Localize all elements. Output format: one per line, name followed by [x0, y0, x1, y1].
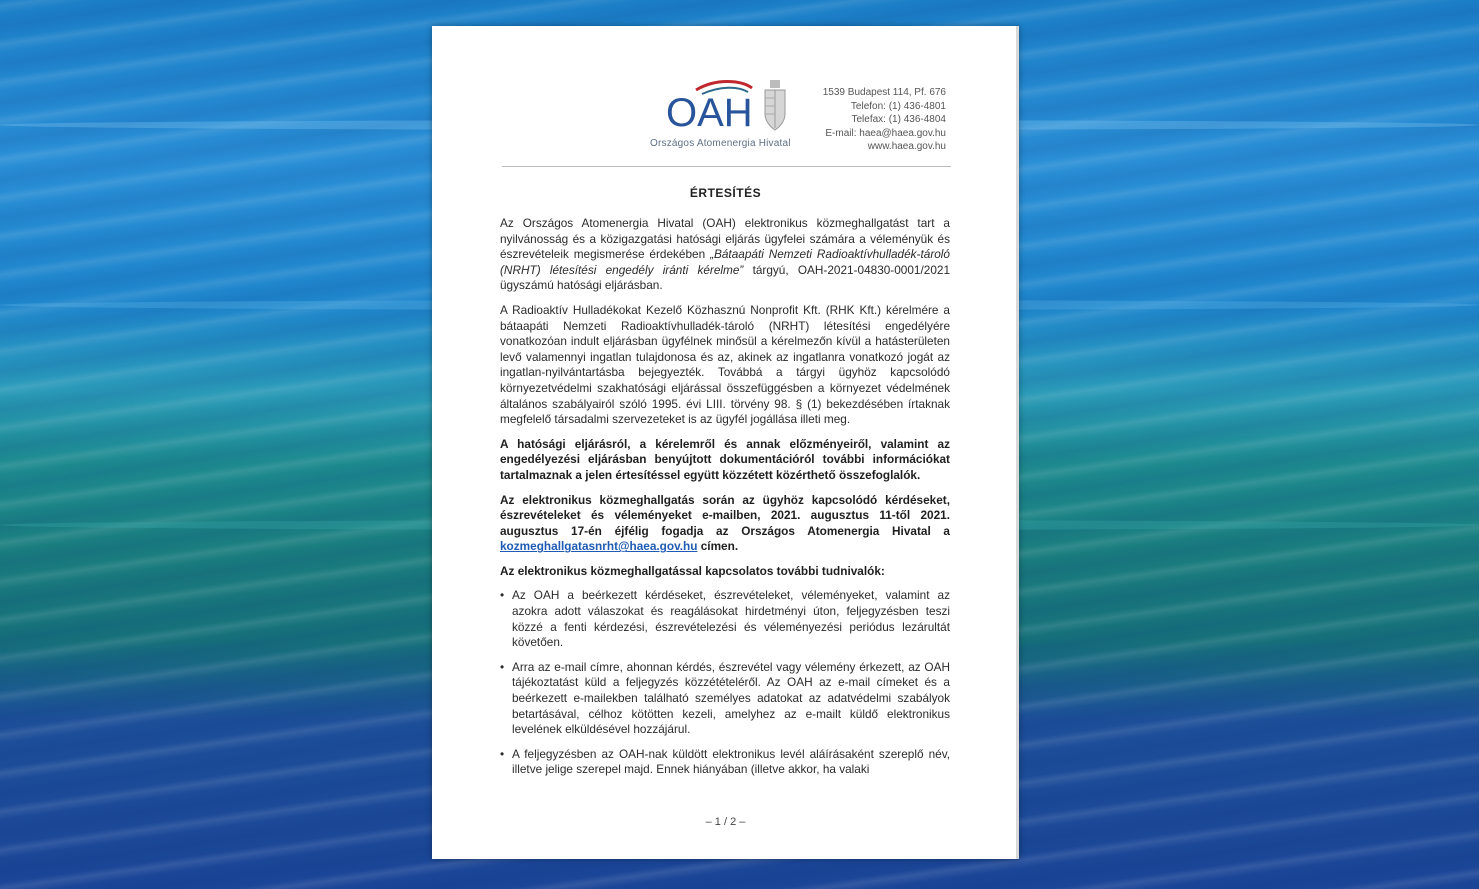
- list-item: [500, 588, 950, 650]
- notes-list: [500, 588, 950, 778]
- intro-text: Az Országos Atomenergia Hivatal (OAH) elektronikus közmeghallgatást tart a nyilvánosság és a közigazgatási hatósági eljárás ügyfelei számára a véleményük és észrevételeik megismerése érdekében: [500, 216, 950, 262]
- contact-email: E-mail: haea@haea.gov.hu: [825, 127, 946, 139]
- submission-text-end: címen.: [697, 539, 739, 554]
- paragraph-intro: [500, 216, 950, 294]
- page-number: – 1 / 2 –: [705, 816, 746, 828]
- paragraph-parties: A Radioaktív Hulladékokat Kezelő Közhasznú Nonprofit Kft. (RHK Kft.) kérelmére a bátaapáti Nemzeti Radioaktívhulladék-tároló (NRHT) létesítési engedélyére vonatkozóan indult eljárásban ügyfélnek minősül a kérelmezőn kívül a hatásterületen levő valamennyi ingatlan tulajdonosa és az, akinek az ingatlanra vonatkozó jogát az ingatlan-nyilvántartásba bejegyezték. Továbbá a tárgyi ügyhöz kapcsolódó környezetvédelmi szakhatósági eljárással összefüggésben a környezet védelmének általános szabályairól szóló 1995. évi LIII. törvény 98. § (1) bekezdésében írtaknak megfelelő társadalmi szervezeteket is az ügyfél jogállása illeti meg.: [500, 302, 950, 427]
- list-item-text: Arra az e-mail címre, ahonnan kérdés, észrevétel vagy vélemény érkezett, az OAH tájékoztatást küld a feljegyzés közzétételéről. Az OAH az e-mail címeket és a beérkezett e-mailekben található személyes adatokat az adatvédelmi szabályok betartásával, célhoz kötötten kezeli, amelyhez az e-mailt küldő elektronikus levelének elküldésével hozzájárul.: [512, 659, 950, 737]
- list-item-text: Az OAH a beérkezett kérdéseket, észrevételeket, véleményeket, valamint az azokra adott válaszokat és reagálásokat hirdetményi úton, feljegyzésben teszi közzé a fenti kérdezési, észrevételezési és véleményezési periódus lezárultát követően.: [512, 588, 950, 650]
- contact-address: 1539 Budapest 114, Pf. 676: [822, 87, 946, 98]
- list-item: [500, 660, 950, 738]
- contact-website: www.haea.gov.hu: [867, 141, 946, 153]
- document-body: [500, 216, 950, 787]
- paragraph-submission: [500, 493, 950, 555]
- hearing-email-link[interactable]: kozmeghallgatasnrht@haea.gov.hu: [500, 539, 698, 554]
- document-page: [432, 26, 1019, 859]
- document-title: ÉRTESÍTÉS: [689, 186, 762, 200]
- paragraph-summaries: A hatósági eljárásról, a kérelemről és annak előzményeiről, valamint az engedélyezési eljárásban benyújtott dokumentációról további információkat tartalmaznak a jelen értesítéssel együtt közzétett közérthető összefoglalók.: [500, 436, 950, 482]
- intro-text-end: tárgyú, OAH-2021-04830-0001/2021 ügyszámú hatósági eljárásban.: [500, 262, 951, 293]
- contact-block: [823, 86, 946, 154]
- list-item-text: A feljegyzésben az OAH-nak küldött elektronikus levél aláírásaként szereplő név, illetve jelige szerepel majd. Ennek hiányában (illetve akkor, ha valaki: [512, 746, 950, 777]
- oah-logo-icon: [666, 78, 756, 130]
- bullet-icon: •: [500, 746, 505, 761]
- submission-text: Az elektronikus közmeghallgatás során az ügyhöz kapcsolódó kérdéseket, észrevételeket és véleményeket e-mailben, 2021. augusztus 11-től 2021. augusztus 17-én éjfélig fogadja az Országos Atomenergia Hivatal a: [500, 492, 950, 538]
- agency-name: Országos Atomenergia Hivatal: [650, 138, 791, 149]
- list-item: [500, 747, 950, 778]
- bullet-icon: •: [500, 588, 505, 603]
- contact-phone: Telefon: (1) 436-4801: [850, 100, 946, 112]
- logo-text: OAH: [666, 91, 753, 130]
- case-subject: „Bátaapáti Nemzeti Radioaktívhulladék-tároló (NRHT) létesítési engedély iránti kérelme”: [500, 247, 950, 277]
- header-divider: [502, 166, 951, 167]
- coat-of-arms-icon: [762, 80, 788, 132]
- bullet-icon: •: [500, 659, 505, 674]
- contact-fax: Telefax: (1) 436-4804: [851, 114, 946, 126]
- page-edge: [1016, 26, 1019, 859]
- paragraph-notes-heading: Az elektronikus közmeghallgatással kapcsolatos további tudnivalók:: [500, 563, 885, 578]
